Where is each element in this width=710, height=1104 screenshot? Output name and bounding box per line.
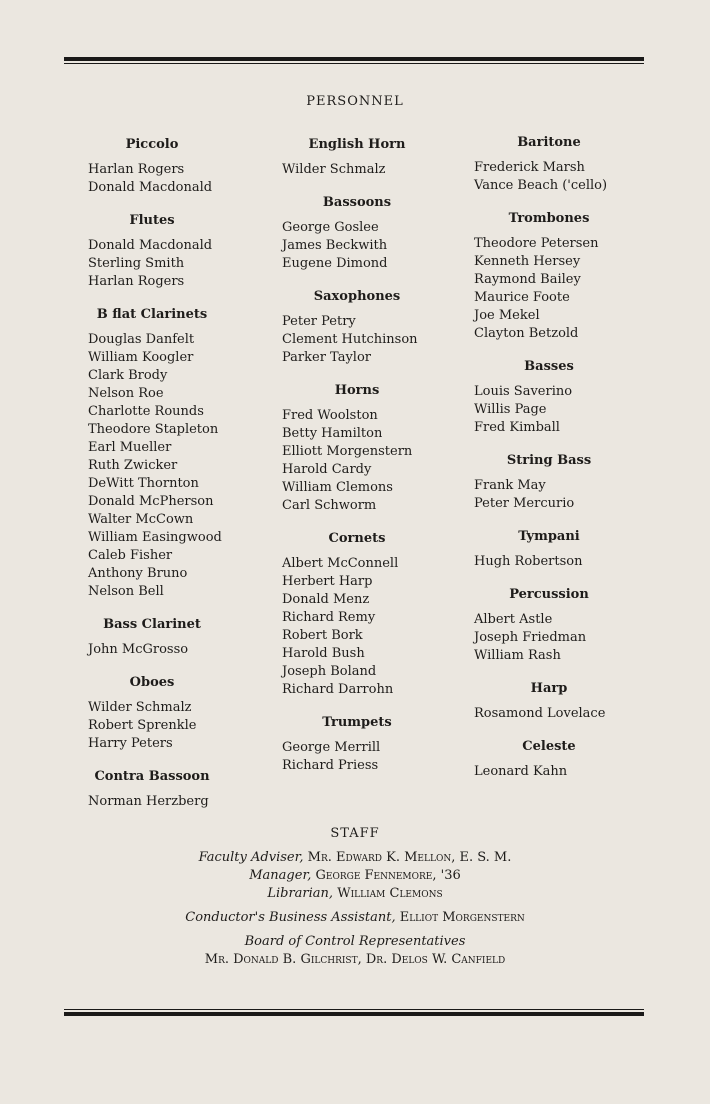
manager-name: George Fennemore, '36 — [315, 868, 461, 883]
member-name: William Rash — [474, 648, 561, 663]
member-name: Richard Remy — [282, 610, 376, 625]
section — [474, 359, 674, 437]
section-heading: Percussion — [509, 587, 589, 602]
member-name: Fred Kimball — [474, 420, 560, 435]
member-name: Albert Astle — [474, 612, 553, 627]
section — [282, 195, 482, 273]
faculty-adviser-role: Faculty Adviser, — [198, 850, 304, 865]
member-name: Donald McPherson — [88, 494, 214, 509]
member-name: Kenneth Hersey — [474, 254, 581, 269]
business-assistant-name: Elliot Morgenstern — [399, 910, 525, 925]
section-heading: Flutes — [129, 213, 175, 228]
section — [282, 383, 482, 515]
member-name: Fred Woolston — [282, 408, 378, 423]
section — [88, 137, 288, 197]
member-name: Carl Schworm — [282, 498, 377, 513]
section — [282, 715, 482, 775]
librarian-line — [0, 885, 710, 903]
section-heading: Trombones — [508, 211, 590, 226]
section — [88, 307, 288, 601]
member-name: Louis Saverino — [474, 384, 573, 399]
member-name: Theodore Stapleton — [88, 422, 219, 437]
member-name: Clark Brody — [88, 368, 168, 383]
member-name: Douglas Danfelt — [88, 332, 195, 347]
section-heading: Baritone — [517, 135, 581, 150]
member-name: Joseph Boland — [282, 664, 377, 679]
section — [474, 681, 674, 723]
section-heading: Celeste — [522, 739, 576, 754]
section-heading: English Horn — [308, 137, 406, 152]
section-heading: Horns — [334, 383, 380, 398]
board-names: Mr. Donald B. Gilchrist, Dr. Delos W. Canfield — [204, 952, 506, 967]
section — [88, 675, 288, 753]
section-heading: Trumpets — [322, 715, 392, 730]
member-name: Betty Hamilton — [282, 426, 383, 441]
member-name: Rosamond Lovelace — [474, 706, 606, 721]
section — [474, 211, 674, 343]
board-role-line — [0, 933, 710, 951]
member-name: Wilder Schmalz — [282, 162, 386, 177]
top-double-rule — [64, 57, 644, 64]
librarian-role: Librarian, — [267, 886, 334, 901]
section-heading: Piccolo — [125, 137, 179, 152]
section — [88, 213, 288, 291]
member-name: William Koogler — [88, 350, 194, 365]
member-name: Joe Mekel — [474, 308, 540, 323]
member-name: John McGrosso — [88, 642, 189, 657]
business-assistant-role: Conductor's Business Assistant, — [185, 910, 396, 925]
member-name: William Easingwood — [88, 530, 222, 545]
section — [474, 587, 674, 665]
member-name: Raymond Bailey — [474, 272, 581, 287]
member-name: Harlan Rogers — [88, 162, 185, 177]
member-name: Nelson Roe — [88, 386, 164, 401]
member-name: Willis Page — [474, 402, 547, 417]
member-name: Peter Petry — [282, 314, 356, 329]
section-heading: Basses — [524, 359, 574, 374]
member-name: Harold Cardy — [282, 462, 372, 477]
section — [282, 289, 482, 367]
member-name: Charlotte Rounds — [88, 404, 204, 419]
member-name: Joseph Friedman — [474, 630, 587, 645]
member-name: Peter Mercurio — [474, 496, 575, 511]
member-name: Sterling Smith — [88, 256, 185, 271]
section-heading: Harp — [530, 681, 568, 696]
member-name: Parker Taylor — [282, 350, 372, 365]
member-name: Hugh Robertson — [474, 554, 583, 569]
section — [474, 739, 674, 781]
member-name: Walter McCown — [88, 512, 194, 527]
member-name: Caleb Fisher — [88, 548, 173, 563]
member-name: Leonard Kahn — [474, 764, 568, 779]
member-name: Robert Sprenkle — [88, 718, 197, 733]
member-name: Harold Bush — [282, 646, 365, 661]
member-name: DeWitt Thornton — [88, 476, 199, 491]
section-heading: Tympani — [518, 529, 580, 544]
member-name: George Merrill — [282, 740, 381, 755]
member-name: Donald Menz — [282, 592, 370, 607]
section-heading: Cornets — [328, 531, 386, 546]
staff-title: STAFF — [330, 826, 380, 841]
member-name: Harry Peters — [88, 736, 173, 751]
section-heading: Bassoons — [322, 195, 392, 210]
member-name: Clayton Betzold — [474, 326, 579, 341]
member-name: Anthony Bruno — [88, 566, 188, 581]
member-name: Frank May — [474, 478, 546, 493]
section-heading: Contra Bassoon — [94, 769, 210, 784]
section — [474, 453, 674, 513]
section — [282, 137, 482, 179]
staff-section — [0, 826, 710, 969]
member-name: Norman Herzberg — [88, 794, 209, 809]
librarian-name: William Clemons — [337, 886, 443, 901]
bottom-double-rule — [64, 1009, 644, 1016]
member-name: Donald Macdonald — [88, 180, 213, 195]
member-name: Ruth Zwicker — [88, 458, 178, 473]
member-name: James Beckwith — [282, 238, 388, 253]
member-name: Herbert Harp — [282, 574, 373, 589]
section-heading: Oboes — [129, 675, 175, 690]
section-heading: Bass Clarinet — [103, 617, 201, 632]
member-name: Earl Mueller — [88, 440, 172, 455]
member-name: Harlan Rogers — [88, 274, 185, 289]
member-name: Donald Macdonald — [88, 238, 213, 253]
section — [88, 769, 288, 811]
member-name: Nelson Bell — [88, 584, 164, 599]
faculty-adviser-name: Mr. Edward K. Mellon, E. S. M. — [307, 850, 512, 865]
personnel-column-3 — [474, 135, 674, 797]
personnel-column-1 — [88, 137, 288, 827]
section-heading: String Bass — [506, 453, 592, 468]
member-name: Frederick Marsh — [474, 160, 585, 175]
manager-role: Manager, — [249, 868, 312, 883]
page-title: PERSONNEL — [306, 94, 404, 109]
member-name: William Clemons — [282, 480, 393, 495]
member-name: Vance Beach ('cello) — [474, 178, 608, 193]
member-name: Maurice Foote — [474, 290, 570, 305]
section — [88, 617, 288, 659]
faculty-adviser-line — [0, 849, 710, 867]
section — [474, 529, 674, 571]
manager-line — [0, 867, 710, 885]
section — [282, 531, 482, 699]
board-role: Board of Control Representatives — [244, 934, 466, 949]
business-assistant-line — [0, 909, 710, 927]
member-name: Theodore Petersen — [474, 236, 599, 251]
board-names-line — [0, 951, 710, 969]
member-name: Eugene Dimond — [282, 256, 388, 271]
member-name: George Goslee — [282, 220, 379, 235]
section-heading: B flat Clarinets — [96, 307, 208, 322]
member-name: Robert Bork — [282, 628, 363, 643]
member-name: Wilder Schmalz — [88, 700, 192, 715]
member-name: Clement Hutchinson — [282, 332, 418, 347]
section — [474, 135, 674, 195]
member-name: Richard Darrohn — [282, 682, 394, 697]
member-name: Richard Priess — [282, 758, 379, 773]
member-name: Albert McConnell — [282, 556, 399, 571]
personnel-column-2 — [282, 137, 482, 791]
member-name: Elliott Morgenstern — [282, 444, 413, 459]
section-heading: Saxophones — [313, 289, 401, 304]
